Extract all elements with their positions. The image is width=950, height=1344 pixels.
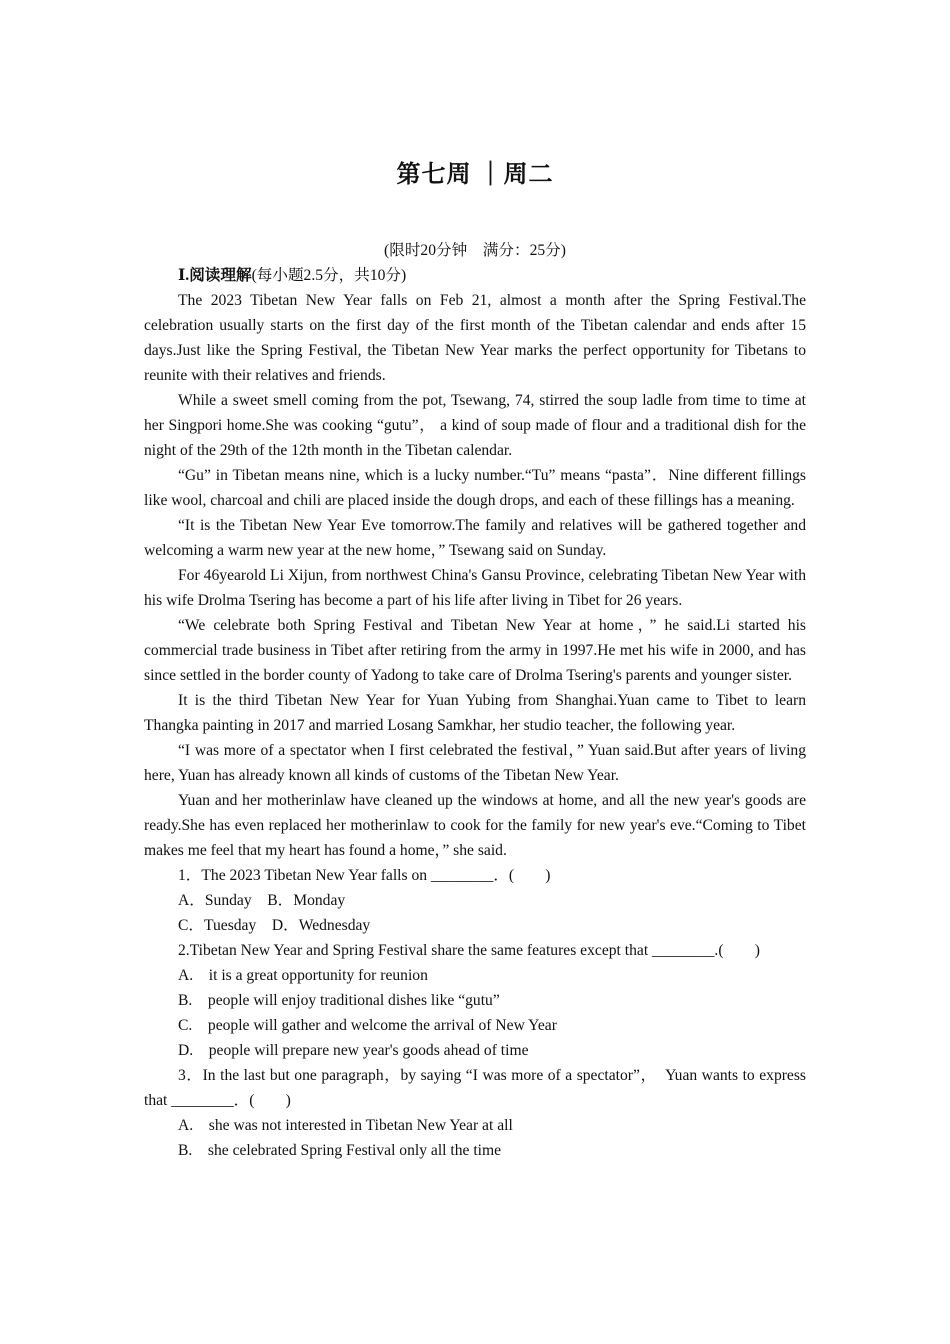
passage-paragraph: It is the third Tibetan New Year for Yuan Yubing from Shanghai.Yuan came to Tibet to learn Thangka painting in 2017 and married Losang Samkhar, her studio teacher, the following year. — [144, 692, 806, 734]
answer-option: C. people will gather and welcome the arrival of New Year — [178, 1017, 557, 1034]
answer-option: B. people will enjoy traditional dishes like “gutu” — [178, 992, 500, 1009]
section-title: Ⅰ.阅读理解 — [178, 267, 252, 284]
passage-paragraph: “Gu” in Tibetan means nine, which is a lucky number.“Tu” means “pasta”．Nine different fillings like wool, charcoal and chili are placed inside the dough drops, and each of these fillings has a meaning. — [144, 467, 806, 509]
passage-paragraph: “I was more of a spectator when I first celebrated the festival，” Yuan said.But after years of living here, Yuan has already known all kinds of customs of the Tibetan New Year. — [144, 742, 806, 784]
answer-options: A．Sunday B．Monday — [178, 892, 346, 909]
time-limit-note: (限时20分钟 满分：25分) — [384, 242, 566, 259]
passage-paragraph: While a sweet smell coming from the pot, Tsewang, 74, stirred the soup ladle from time to time at her Singpori home.She was cooking “gutu”， a kind of soup made of flour and a traditional dish for the night of the 29th of the 12th month in the Tibetan calendar. — [144, 392, 806, 459]
passage-paragraph: “It is the Tibetan New Year Eve tomorrow.The family and relatives will be gathered together and welcoming a warm new year at the new home，” Tsewang said on Sunday. — [144, 517, 806, 559]
passage-paragraph: The 2023 Tibetan New Year falls on Feb 21, almost a month after the Spring Festival.The celebration usually starts on the first day of the first month of the Tibetan calendar and ends after 15 days.Just like the Spring Festival, the Tibetan New Year marks the perfect opportunity for Tibetans to reunite with their relatives and friends. — [144, 292, 806, 384]
question-stem: 1．The 2023 Tibetan New Year falls on ________．( ) — [178, 867, 551, 884]
section-score-note: (每小题2.5分，共10分) — [251, 267, 407, 284]
answer-option: D. people will prepare new year's goods ahead of time — [178, 1042, 529, 1059]
document-body — [144, 238, 806, 1163]
passage-paragraph: For 46yearold Li Xijun, from northwest China's Gansu Province, celebrating Tibetan New Year with his wife Drolma Tsering has become a part of his life after living in Tibet for 26 years. — [144, 567, 806, 609]
answer-option: A. it is a great opportunity for reunion — [178, 967, 428, 984]
passage-paragraph: Yuan and her motherinlaw have cleaned up the windows at home, and all the new year's goods are ready.She has even replaced her motherinlaw to cook for the family for new year's eve.“Coming to Tibet makes me feel that my heart has found a home，” she said. — [144, 792, 806, 859]
page-title: 第七周 ｜周二 — [396, 162, 554, 188]
section-heading — [144, 263, 806, 288]
question-stem: 3．In the last but one paragraph，by saying “I was more of a spectator”， Yuan wants to express that ________．( ) — [144, 1067, 806, 1109]
answer-options: C．Tuesday D．Wednesday — [178, 917, 371, 934]
answer-option: A. she was not interested in Tibetan New Year at all — [178, 1117, 513, 1134]
question-stem: 2.Tibetan New Year and Spring Festival share the same features except that ________.( ) — [178, 942, 760, 959]
passage-paragraph: “We celebrate both Spring Festival and Tibetan New Year at home，” he said.Li started his commercial trade business in Tibet after retiring from the army in 1997.He met his wife in 2000, and has since settled in the border county of Yadong to take care of Drolma Tsering's parents and younger sister. — [144, 617, 806, 684]
answer-option: B. she celebrated Spring Festival only all the time — [178, 1142, 502, 1159]
